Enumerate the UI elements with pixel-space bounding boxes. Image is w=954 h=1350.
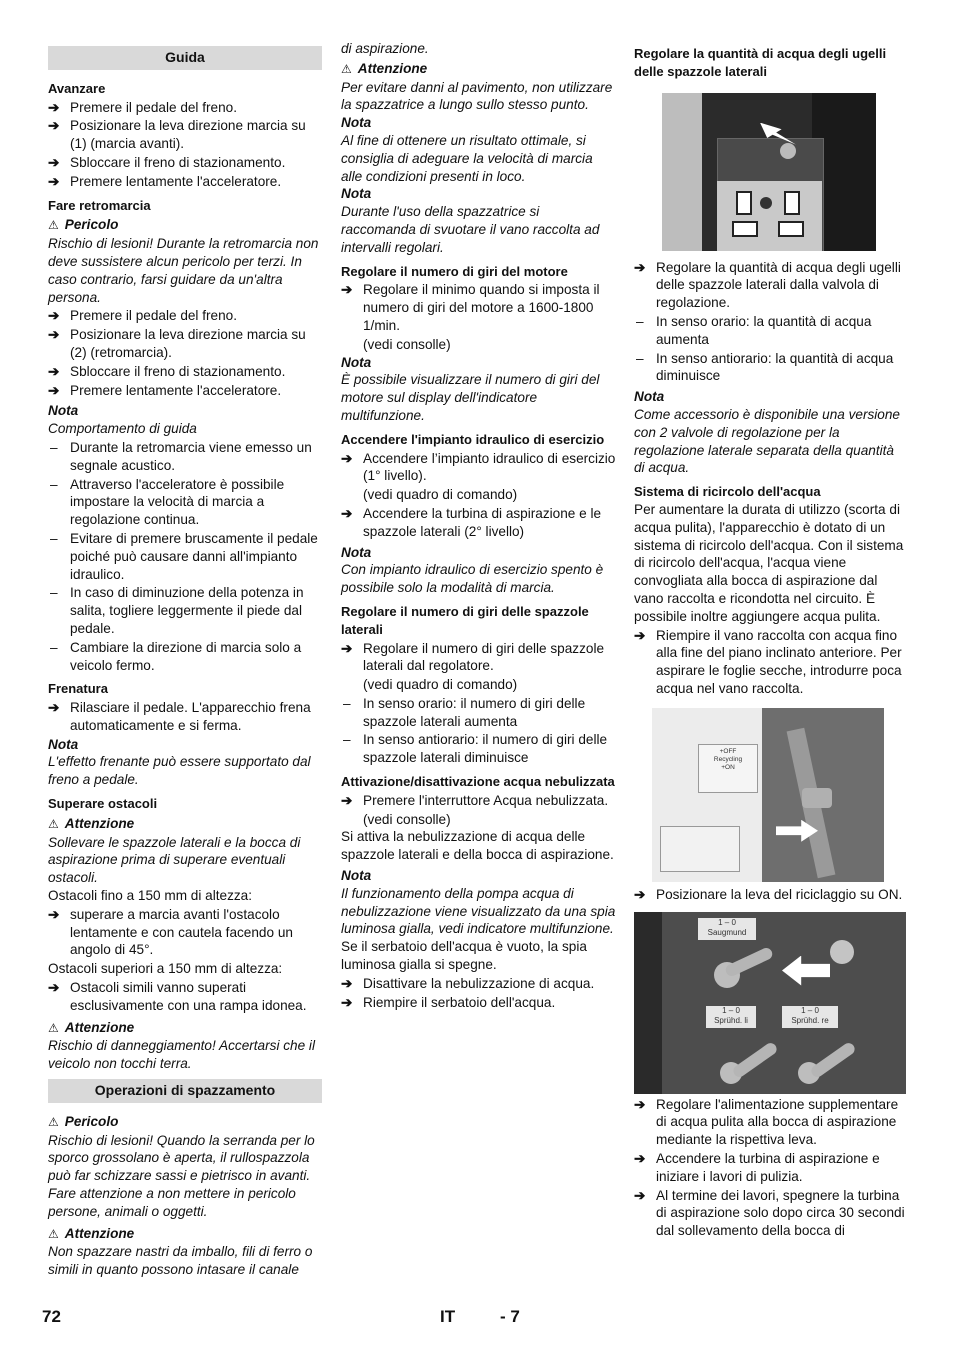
recycling-label: Recycling: [713, 755, 743, 763]
heading-frenatura: Frenatura: [48, 681, 108, 697]
panel-label-c: 1 – 0: [801, 1005, 819, 1015]
arrow-right-icon: ➔: [48, 700, 60, 716]
list-item: ➔ Posizionare la leva del riciclaggio su ON.: [634, 886, 903, 902]
page-number: 72: [42, 1307, 61, 1326]
warning-text: Rischio di lesioni! Durante la retromarcia non deve sussistere alcun pericolo per terzi. In caso contrario, farsi guidare da un'altra persona.: [48, 236, 319, 305]
arrow-right-icon: ➔: [48, 327, 60, 343]
list-item: – In senso orario: la quantità di acqua aumenta: [636, 313, 872, 347]
arrow-right-icon: ➔: [48, 154, 60, 170]
note-text: Con impianto idraulico di esercizio spento è possibile solo la modalità di marcia.: [341, 562, 604, 596]
list-item: ➔ superare a marcia avanti l'ostacolo lentamente e con cautela facendo un angolo di 45°.: [48, 906, 293, 958]
warning-text: Sollevare le spazzole laterali e la bocca di aspirazione prima di superare eventuali ostacoli.: [48, 834, 301, 886]
note-text: Il funzionamento della pompa acqua di nebulizzazione viene visualizzato da una spia luminosa gialla, vedi indicatore multifunzione.: [341, 885, 616, 937]
language-code: IT: [440, 1307, 456, 1326]
arrow-right-icon: ➔: [48, 308, 60, 324]
warning-triangle-icon: ⚠: [48, 218, 59, 233]
list-item: ➔ Regolare il numero di giri delle spazzole laterali dal regolatore.: [341, 640, 605, 674]
arrow-right-icon: ➔: [341, 975, 353, 991]
list-item: ➔ Regolare la quantità di acqua degli ugelli delle spazzole laterali dalla valvola di regolazione.: [634, 259, 901, 311]
arrow-right-icon: ➔: [634, 1096, 646, 1112]
warning-text: Non spazzare nastri da imballo, fili di ferro o simili in quanto possono intasare il canale: [48, 1244, 313, 1278]
warning-text: Per evitare danni al pavimento, non utilizzare la spazzatrice a lungo sullo stesso punto.: [341, 79, 613, 113]
list-item: ➔ Sbloccare il freno di stazionamento.: [48, 154, 286, 170]
note-text: È possibile visualizzare il numero di giri del motore sul display dell'indicatore multifunzione.: [341, 372, 600, 423]
warning-text: Rischio di lesioni! Quando la serranda per lo sporco grossolano è aperta, il rullospazzola può far schizzare sassi e pietrisco in avanti. Fare attenzione a non mettere in pericolo persone, animali o oggetti.: [48, 1132, 315, 1219]
list-item: – Durante la retromarcia viene emesso un segnale acustico.: [50, 439, 312, 473]
list-item: ➔ Regolare il minimo quando si imposta il numero di giri del motore a 1600-1800 1/min.: [341, 282, 600, 333]
list-item: ➔ Disattivare la nebulizzazione di acqua.: [341, 975, 595, 991]
warning-label: ⚠ Pericolo: [48, 217, 119, 233]
valve-photo: [662, 93, 876, 251]
warning-label: ⚠ Attenzione: [48, 1225, 135, 1241]
body-text: (vedi consolle): [363, 811, 451, 827]
arrow-right-icon: ➔: [48, 99, 60, 115]
list-item: ➔ Premere l'interruttore Acqua nebulizzata.: [341, 792, 609, 808]
list-item: – Evitare di premere bruscamente il pedale poiché può causare danni all'impianto idraulico.: [50, 530, 318, 582]
section-band-spazzamento: Operazioni di spazzamento: [48, 1079, 322, 1103]
warning-label: ⚠ Attenzione: [48, 1019, 135, 1035]
arrow-right-icon: ➔: [634, 1187, 646, 1203]
note-text: Al fine di ottenere un risultato ottimale, si consiglia di adeguare la velocità di marcia alle condizioni presenti in loco.: [341, 132, 593, 184]
list-item: ➔ Al termine dei lavori, spegnere la turbina di aspirazione solo dopo circa 30 secondi dal sollevamento della bocca di: [634, 1187, 905, 1239]
body-text: (vedi quadro di comando): [363, 487, 518, 503]
heading-avanzare: Avanzare: [48, 80, 106, 96]
heading-retromarcia: Fare retromarcia: [48, 197, 151, 213]
warning-triangle-icon: ⚠: [48, 1114, 59, 1129]
arrow-right-icon: ➔: [341, 282, 353, 298]
warning-label: ⚠ Attenzione: [48, 815, 135, 831]
panel-label-c-name: Sprühd. re: [791, 1015, 829, 1025]
arrow-indicator-icon: [782, 956, 830, 986]
list-item: ➔ Riempire il vano raccolta con acqua fino alla fine del piano inclinato anteriore. Per aspirare le foglie secche, introdurre poca acqua nel vano raccolta.: [634, 627, 902, 696]
note-text: Durante l'uso della spazzatrice si raccomanda di svuotare il vano raccolta ad intervalli regolari.: [341, 204, 600, 255]
heading-rpm: Regolare il numero di giri del motore: [341, 263, 568, 279]
list-item: ➔ Posizionare la leva direzione marcia su (2) (retromarcia).: [48, 327, 306, 360]
panel-label-b: 1 – 0: [722, 1005, 740, 1015]
warning-label: ⚠ Pericolo: [48, 1113, 119, 1129]
warning-label: ⚠ Attenzione: [341, 60, 428, 76]
list-item: – In caso di diminuzione della potenza in salita, togliere leggermente il piede dal pedale.: [50, 585, 304, 636]
list-item: – Cambiare la direzione di marcia solo a veicolo fermo.: [50, 639, 302, 673]
list-item: – In senso antiorario: il numero di giri delle spazzole laterali diminuisce: [343, 732, 608, 766]
list-item: – In senso orario: il numero di giri delle spazzole laterali aumenta: [343, 695, 586, 729]
continued-text: di aspirazione.: [341, 41, 429, 56]
arrow-right-icon: ➔: [634, 627, 646, 643]
heading-recirculation: Sistema di ricircolo dell'acqua: [634, 484, 821, 500]
note-label: Nota: [341, 115, 372, 131]
heading-water-quantity: Regolare la quantità di acqua degli ugelli delle spazzole laterali: [634, 46, 887, 79]
list-item: ➔ Regolare l'alimentazione supplementare di acqua pulita alla bocca di aspirazione mediante la rispettiva leva.: [634, 1096, 899, 1148]
note-label: Nota: [48, 736, 79, 752]
note-label: Nota: [341, 186, 372, 202]
note-label: Nota: [341, 354, 372, 370]
heading-ostacoli: Superare ostacoli: [48, 796, 158, 812]
panel-label-a-name: Saugmund: [707, 927, 747, 937]
lever-panel-photo: [634, 912, 906, 1094]
list-item: ➔ Premere lentamente l'acceleratore.: [48, 173, 282, 189]
arrow-right-icon: ➔: [48, 173, 60, 189]
arrow-right-icon: ➔: [341, 505, 353, 521]
note-text: Comportamento di guida: [48, 421, 197, 437]
arrow-right-icon: ➔: [341, 450, 353, 466]
body-text: Se il serbatoio dell'acqua è vuoto, la spia luminosa gialla si spegne.: [341, 939, 587, 973]
list-item: ➔ Posizionare la leva direzione marcia su (1) (marcia avanti).: [48, 118, 306, 152]
arrow-right-icon: ➔: [48, 363, 60, 379]
column-3: [634, 40, 908, 1241]
note-text: Come accessorio è disponibile una versione con 2 valvole di regolazione per la regolazione laterale separata della quantità di acqua.: [634, 406, 900, 476]
note-label: Nota: [341, 544, 372, 560]
recycling-lever-photo: [652, 708, 884, 882]
body-text: Si attiva la nebulizzazione di acqua delle spazzole laterali e della bocca di aspirazione.: [341, 829, 614, 863]
list-item: ➔ Premere lentamente l'acceleratore.: [48, 382, 282, 398]
recycling-label-on: +ON: [721, 763, 735, 771]
arrow-right-icon: ➔: [48, 906, 60, 922]
heading-brushes: Regolare il numero di giri delle spazzole laterali: [341, 603, 589, 637]
list-item: ➔ Ostacoli simili vanno superati esclusivamente con una rampa idonea.: [48, 980, 307, 1013]
arrow-right-icon: ➔: [48, 118, 60, 134]
arrow-right-icon: ➔: [341, 792, 353, 808]
warning-triangle-icon: ⚠: [48, 1226, 59, 1241]
warning-triangle-icon: ⚠: [48, 816, 59, 831]
list-item: ➔ Riempire il serbatoio dell'acqua.: [341, 994, 556, 1010]
note-label: Nota: [341, 868, 372, 884]
panel-label-b-name: Sprühd. li: [714, 1015, 748, 1025]
list-item: – In senso antiorario: la quantità di acqua diminuisce: [636, 350, 894, 384]
warning-triangle-icon: ⚠: [48, 1020, 59, 1035]
list-item: ➔ Accendere l’impianto idraulico di esercizio (1° livello).: [341, 450, 616, 484]
body-text: Per aumentare la durata di utilizzo (scorta di acqua pulita), l'apparecchio è dotato di un sistema di ricircolo dell'acqua. Con il sistema di ricircolo dell'acqua, l'acqua viene convogliata alla bocca di aspirazione dal vano raccolta e ricondotta nel circuito. È possibile inoltre aggiungere acqua pulita.: [634, 501, 904, 624]
section-page-number: - 7: [500, 1307, 520, 1326]
arrow-right-icon: ➔: [634, 259, 646, 275]
list-item: ➔ Accendere la turbina di aspirazione e le spazzole laterali (2° livello): [341, 505, 602, 539]
list-item: ➔ Sbloccare il freno di stazionamento.: [48, 363, 286, 379]
arrow-right-icon: ➔: [341, 640, 353, 656]
arrow-right-icon: ➔: [341, 994, 353, 1010]
arrow-right-icon: ➔: [634, 1150, 646, 1166]
column-1: [48, 40, 322, 1279]
arrow-right-icon: ➔: [48, 980, 60, 996]
heading-spray: Attivazione/disattivazione acqua nebulizzata: [341, 774, 615, 790]
body-text: (vedi quadro di comando): [363, 677, 518, 693]
body-text: Ostacoli superiori a 150 mm di altezza:: [48, 961, 283, 977]
list-item: ➔ Premere il pedale del freno.: [48, 308, 237, 324]
column-2: [341, 40, 616, 1012]
heading-hydraulic: Accendere l'impianto idraulico di esercizio: [341, 431, 605, 447]
list-item: – Attraverso l'acceleratore è possibile impostare la velocità di marcia a regolazione continua.: [50, 476, 285, 528]
body-text: Ostacoli fino a 150 mm di altezza:: [48, 888, 252, 904]
warning-text: Rischio di danneggiamento! Accertarsi che il veicolo non tocchi terra.: [48, 1038, 315, 1072]
list-item: ➔ Accendere la turbina di aspirazione e iniziare i lavori di pulizia.: [634, 1150, 880, 1184]
list-item: ➔ Premere il pedale del freno.: [48, 99, 237, 115]
list-item: ➔ Rilasciare il pedale. L'apparecchio frena automaticamente e si ferma.: [48, 700, 311, 733]
section-band-guida: Guida: [48, 46, 322, 70]
warning-triangle-icon: ⚠: [341, 61, 352, 76]
body-text: (vedi consolle): [363, 336, 451, 352]
note-label: Nota: [48, 403, 79, 419]
arrow-right-icon: ➔: [634, 886, 646, 902]
panel-label-a: 1 – 0: [718, 917, 736, 927]
arrow-right-icon: ➔: [48, 382, 60, 398]
note-text: L'effetto frenante può essere supportato dal freno a pedale.: [48, 754, 311, 788]
recycling-label-off: +OFF: [719, 747, 737, 755]
note-label: Nota: [634, 389, 665, 405]
